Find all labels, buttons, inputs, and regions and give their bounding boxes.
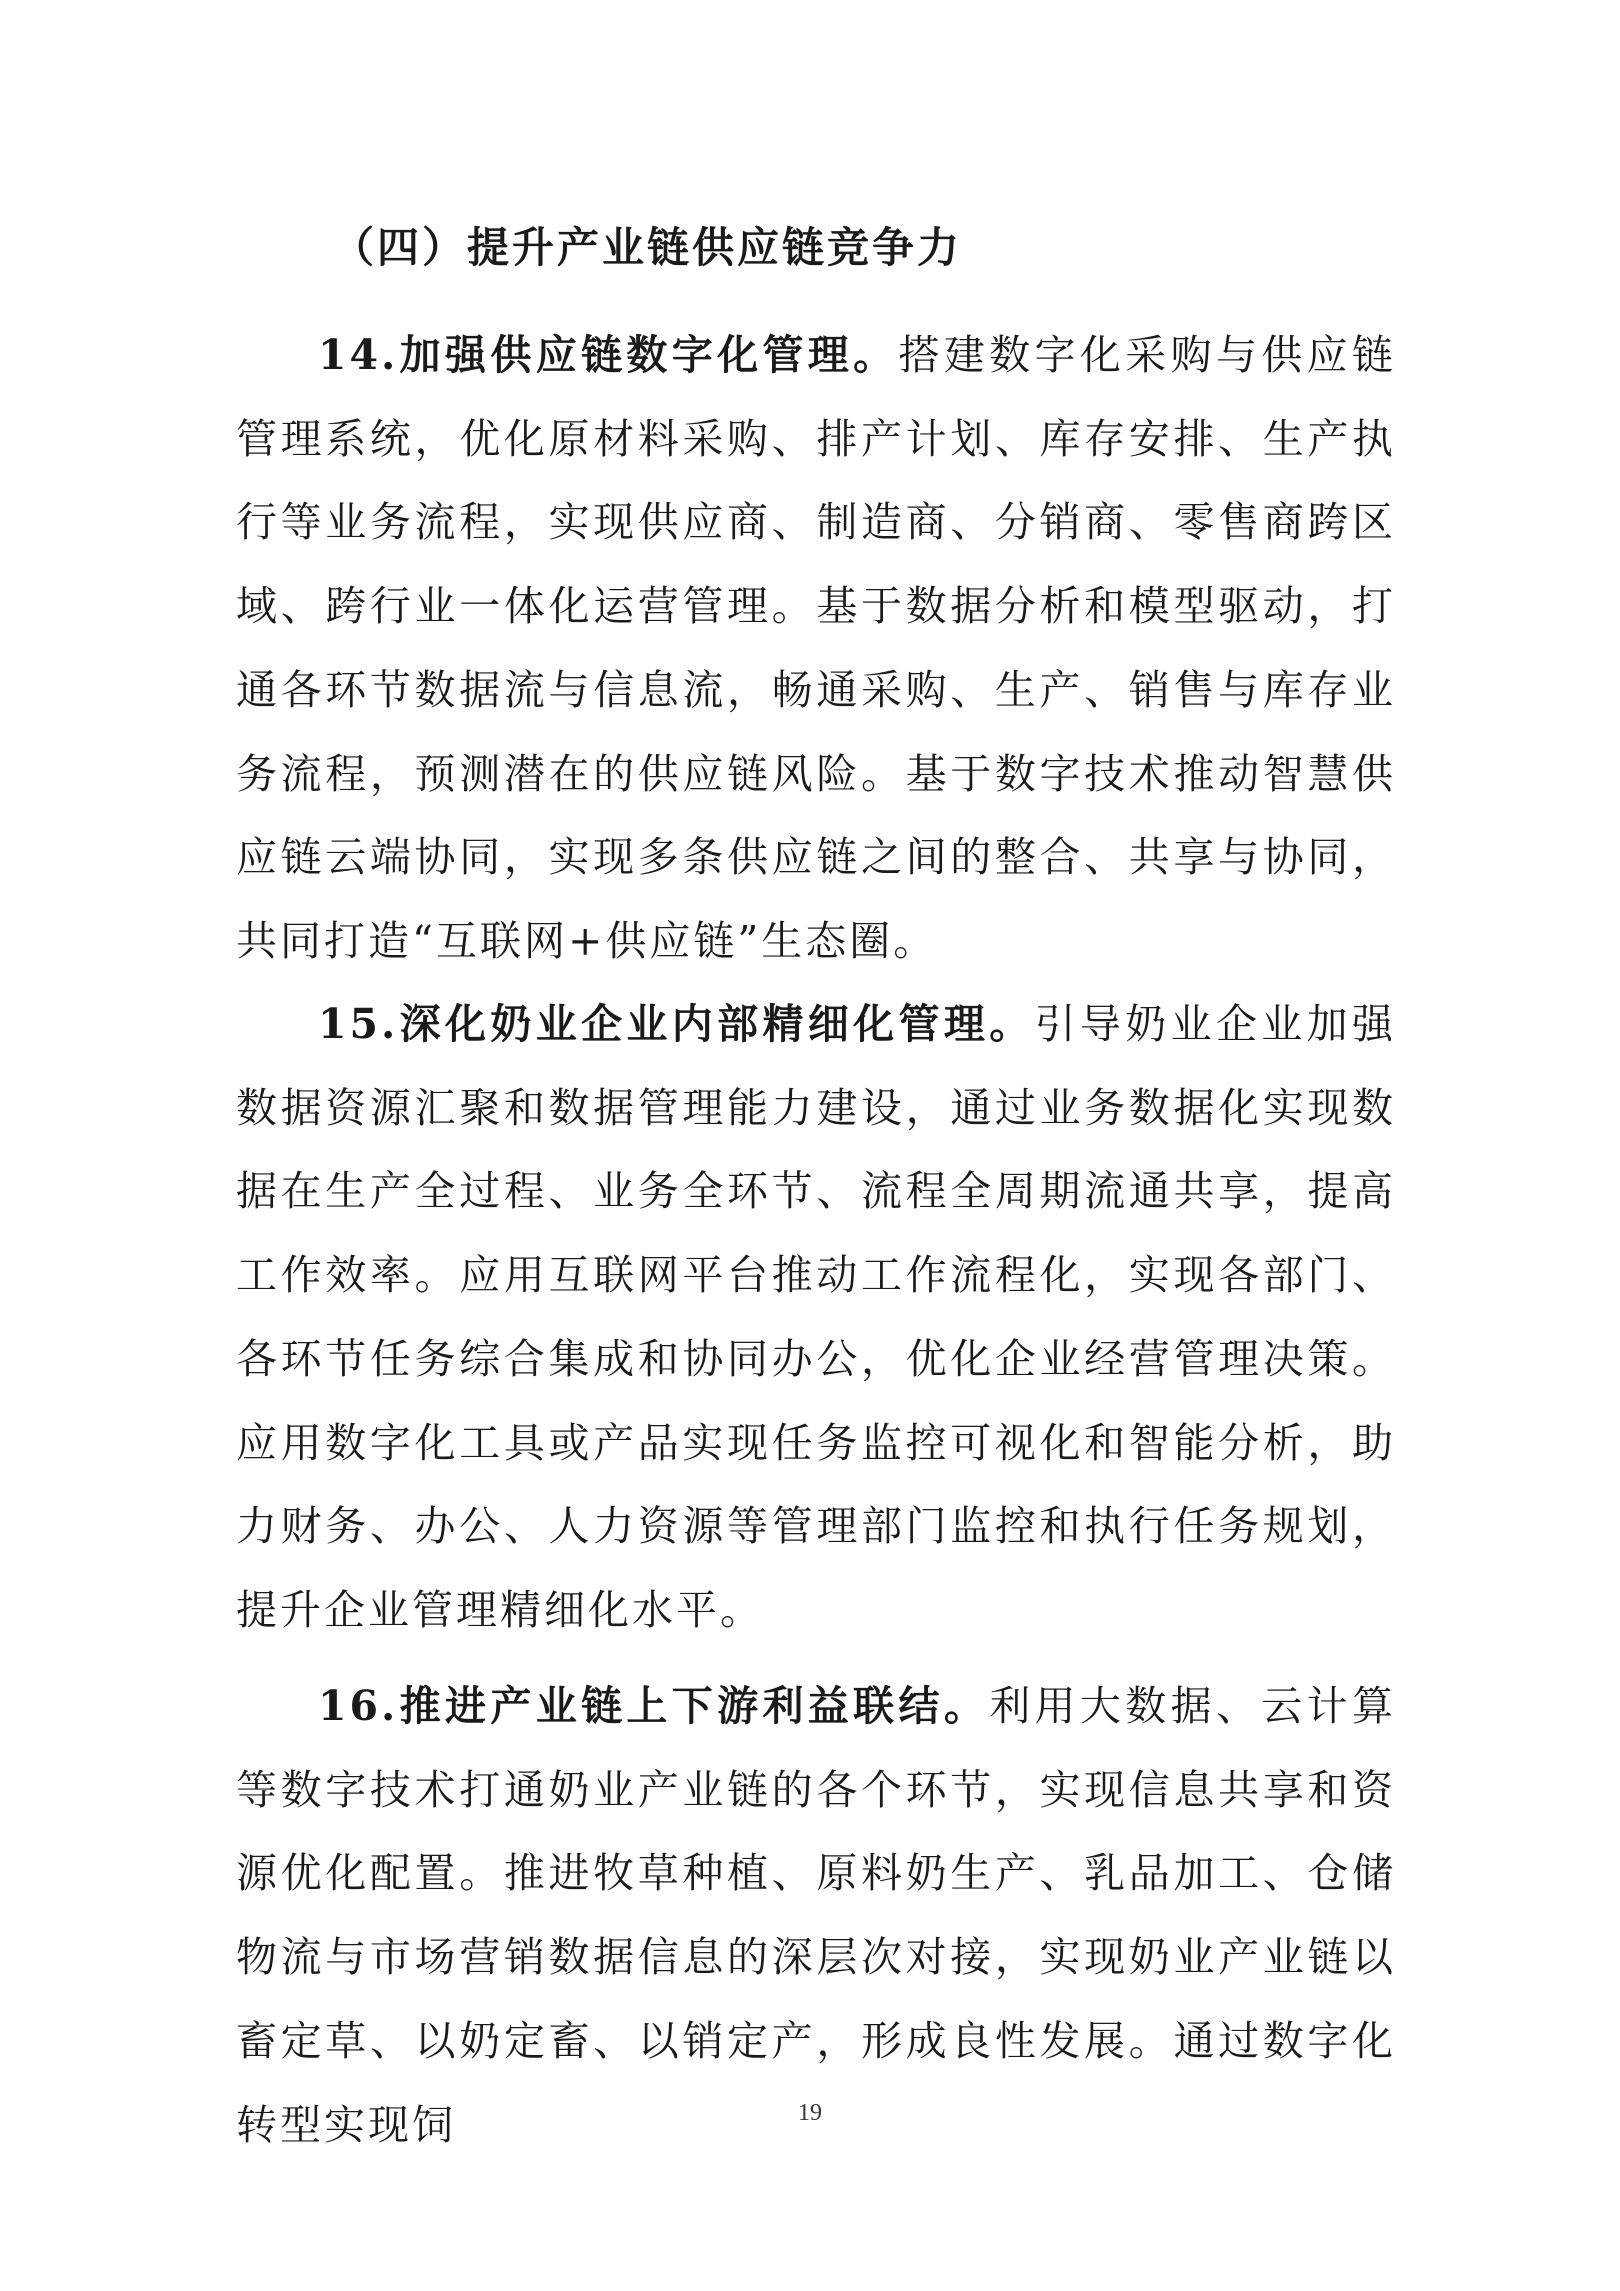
paragraph-16-lead: 16.推进产业链上下游利益联结。 [318,1682,990,1730]
paragraph-15-body: 引导奶业企业加强数据资源汇聚和数据管理能力建设，通过业务数据化实现数据在生产全过程、业务全环节、流程全周期流通共享，提高工作效率。应用互联网平台推动工作流程化，实现各部门、各环节任务综合集成和协同办公，优化企业经营管理决策。应用数字化工具或产品实现任务监控可视化和智能分析，助力财务、办公、人力资源等管理部门监控和执行任务规划，提升企业管理精细化水平。 [236,1000,1397,1634]
paragraph-15-lead: 15.深化奶业企业内部精细化管理。 [318,1000,1035,1048]
paragraph-16 [236,1665,1396,2167]
paragraph-14-body: 搭建数字化采购与供应链管理系统，优化原材料采购、排产计划、库存安排、生产执行等业务流程，实现供应商、制造商、分销商、零售商跨区域、跨行业一体化运营管理。基于数据分析和模型驱动，打通各环节数据流与信息流，畅通采购、生产、销售与库存业务流程，预测潜在的供应链风险。基于数字技术推动智慧供应链云端协同，实现多条供应链之间的整合、共享与协同，共同打造“互联网+供应链”生态圈。 [236,331,1396,965]
section-heading: （四）提升产业链供应链竞争力 [332,223,963,272]
paragraph-15 [236,983,1396,1653]
page-number: 19 [798,2100,822,2126]
paragraph-16-body: 利用大数据、云计算等数字技术打通奶业产业链的各个环节，实现信息共享和资源优化配置。推进牧草种植、原料奶生产、乳品加工、仓储物流与市场营销数据信息的深层次对接，实现奶业产业链以畜定草、以奶定畜、以销定产，形成良性发展。通过数字化转型实现饲 [236,1682,1396,2149]
paragraph-14-lead: 14.加强供应链数字化管理。 [318,331,899,379]
paragraph-14 [236,314,1396,984]
